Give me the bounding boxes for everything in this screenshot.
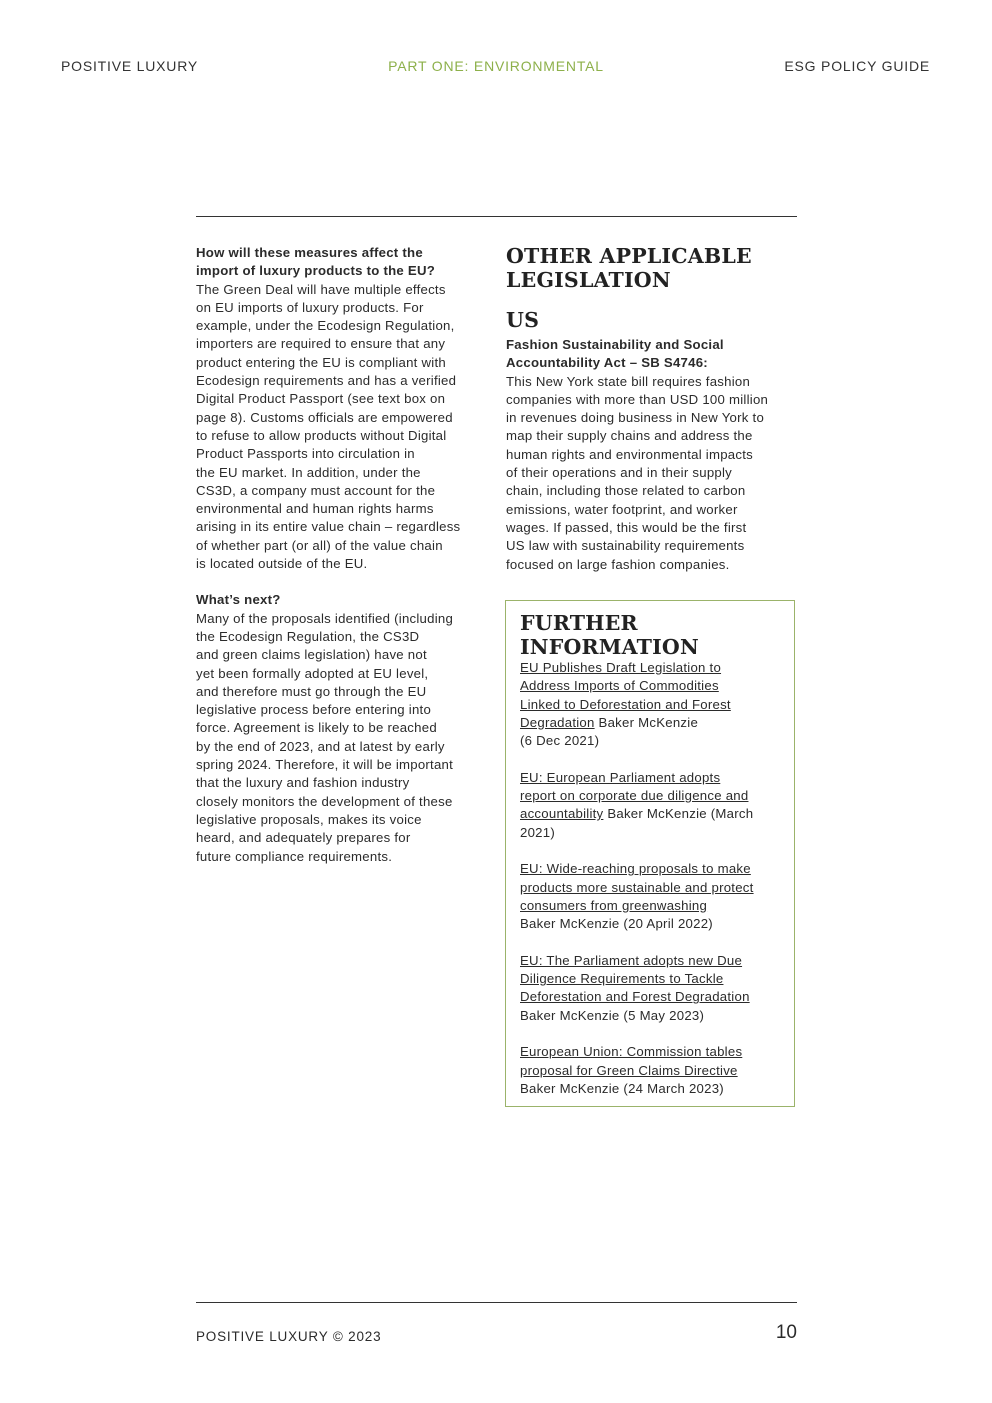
reference-source: Baker McKenzie (24 March 2023) bbox=[520, 1080, 724, 1096]
reference-source: Baker McKenzie (6 Dec 2021) bbox=[520, 714, 699, 749]
page-number: 10 bbox=[775, 1322, 797, 1343]
reference-item bbox=[520, 769, 780, 842]
reference-source: Baker McKenzie (5 May 2023) bbox=[520, 1007, 705, 1023]
act-description: This New York state bill requires fashion companies with more than USD 100 million in revenues doing business in New York to map their supply chains and address the human rights and environmental impacts of their operations and in their supply chain, including those related to carbon emissions, water footprint, and worker wages. If passed, this would be the first US law with sustainability requirements focused on large fashion companies. bbox=[506, 373, 769, 572]
paragraph-whats-next: Many of the proposals identified (including the Ecodesign Regulation, the CS3D and green claims legislation) have not yet been formally adopted at EU level, and therefore must go through the EU legislative process before entering into force. Agreement is likely to be reached by the end of 2023, and at latest by early spring 2024. Therefore, it will be important that the luxury and fashion industry closely monitors the development of these legislative proposals, makes its voice heard, and adequately prepares for future compliance requirements. bbox=[196, 610, 454, 864]
footer-copyright: POSITIVE LUXURY © 2023 bbox=[196, 1329, 382, 1344]
heading-us: US bbox=[506, 308, 540, 332]
reference-source: Baker McKenzie (March 2021) bbox=[520, 806, 754, 840]
reference-item bbox=[520, 952, 780, 1025]
reference-item bbox=[520, 1043, 780, 1098]
reference-link[interactable]: EU: European Parliament adopts report on corporate due diligence and accountability bbox=[520, 769, 749, 822]
heading-further-information: FURTHER INFORMATION bbox=[520, 611, 699, 659]
further-information-box bbox=[505, 600, 795, 1107]
reference-item bbox=[520, 860, 780, 933]
heading-other-legislation: OTHER APPLICABLE LEGISLATION bbox=[506, 244, 752, 292]
bottom-divider bbox=[196, 1302, 797, 1303]
reference-item bbox=[520, 659, 780, 750]
reference-link[interactable]: European Union: Commission tables proposal for Green Claims Directive bbox=[520, 1044, 743, 1078]
paragraph-import-effects: The Green Deal will have multiple effects on EU imports of luxury products. For example, under the Ecodesign Regulation, importers are required to ensure that any product entering the EU is compliant with Ecodesign requirements and has a verified Digital Product Passport (see text box on page 8). Customs officials are empowered to refuse to allow products without Digital Product Passports into circulation in the EU market. In addition, under the CS3D, a company must account for the environmental and human rights harms arising in its entire value chain – regardless of whether part (or all) of the value chain is located outside of the EU. bbox=[196, 281, 461, 572]
top-divider bbox=[196, 216, 797, 217]
reference-source: Baker McKenzie (20 April 2022) bbox=[520, 916, 713, 932]
right-column bbox=[506, 244, 798, 574]
header-guide-title: ESG POLICY GUIDE bbox=[784, 58, 930, 74]
question-whats-next: What’s next? bbox=[196, 592, 281, 608]
header-brand: POSITIVE LUXURY bbox=[61, 58, 199, 74]
question-import-effects: How will these measures affect the import of luxury products to the EU? bbox=[196, 245, 436, 279]
act-title: Fashion Sustainability and Social Accountability Act – SB S4746: bbox=[506, 337, 724, 371]
reference-link[interactable]: EU Publishes Draft Legislation to Address Imports of Commodities Linked to Deforestation and Forest Degradation bbox=[520, 660, 731, 730]
left-column bbox=[196, 244, 492, 866]
reference-link[interactable]: EU: Wide-reaching proposals to make products more sustainable and protect consumers from greenwashing bbox=[520, 861, 754, 913]
reference-link[interactable]: EU: The Parliament adopts new Due Diligence Requirements to Tackle Deforestation and Forest Degradation bbox=[520, 952, 750, 1005]
header-section-title: PART ONE: ENVIRONMENTAL bbox=[388, 58, 604, 74]
